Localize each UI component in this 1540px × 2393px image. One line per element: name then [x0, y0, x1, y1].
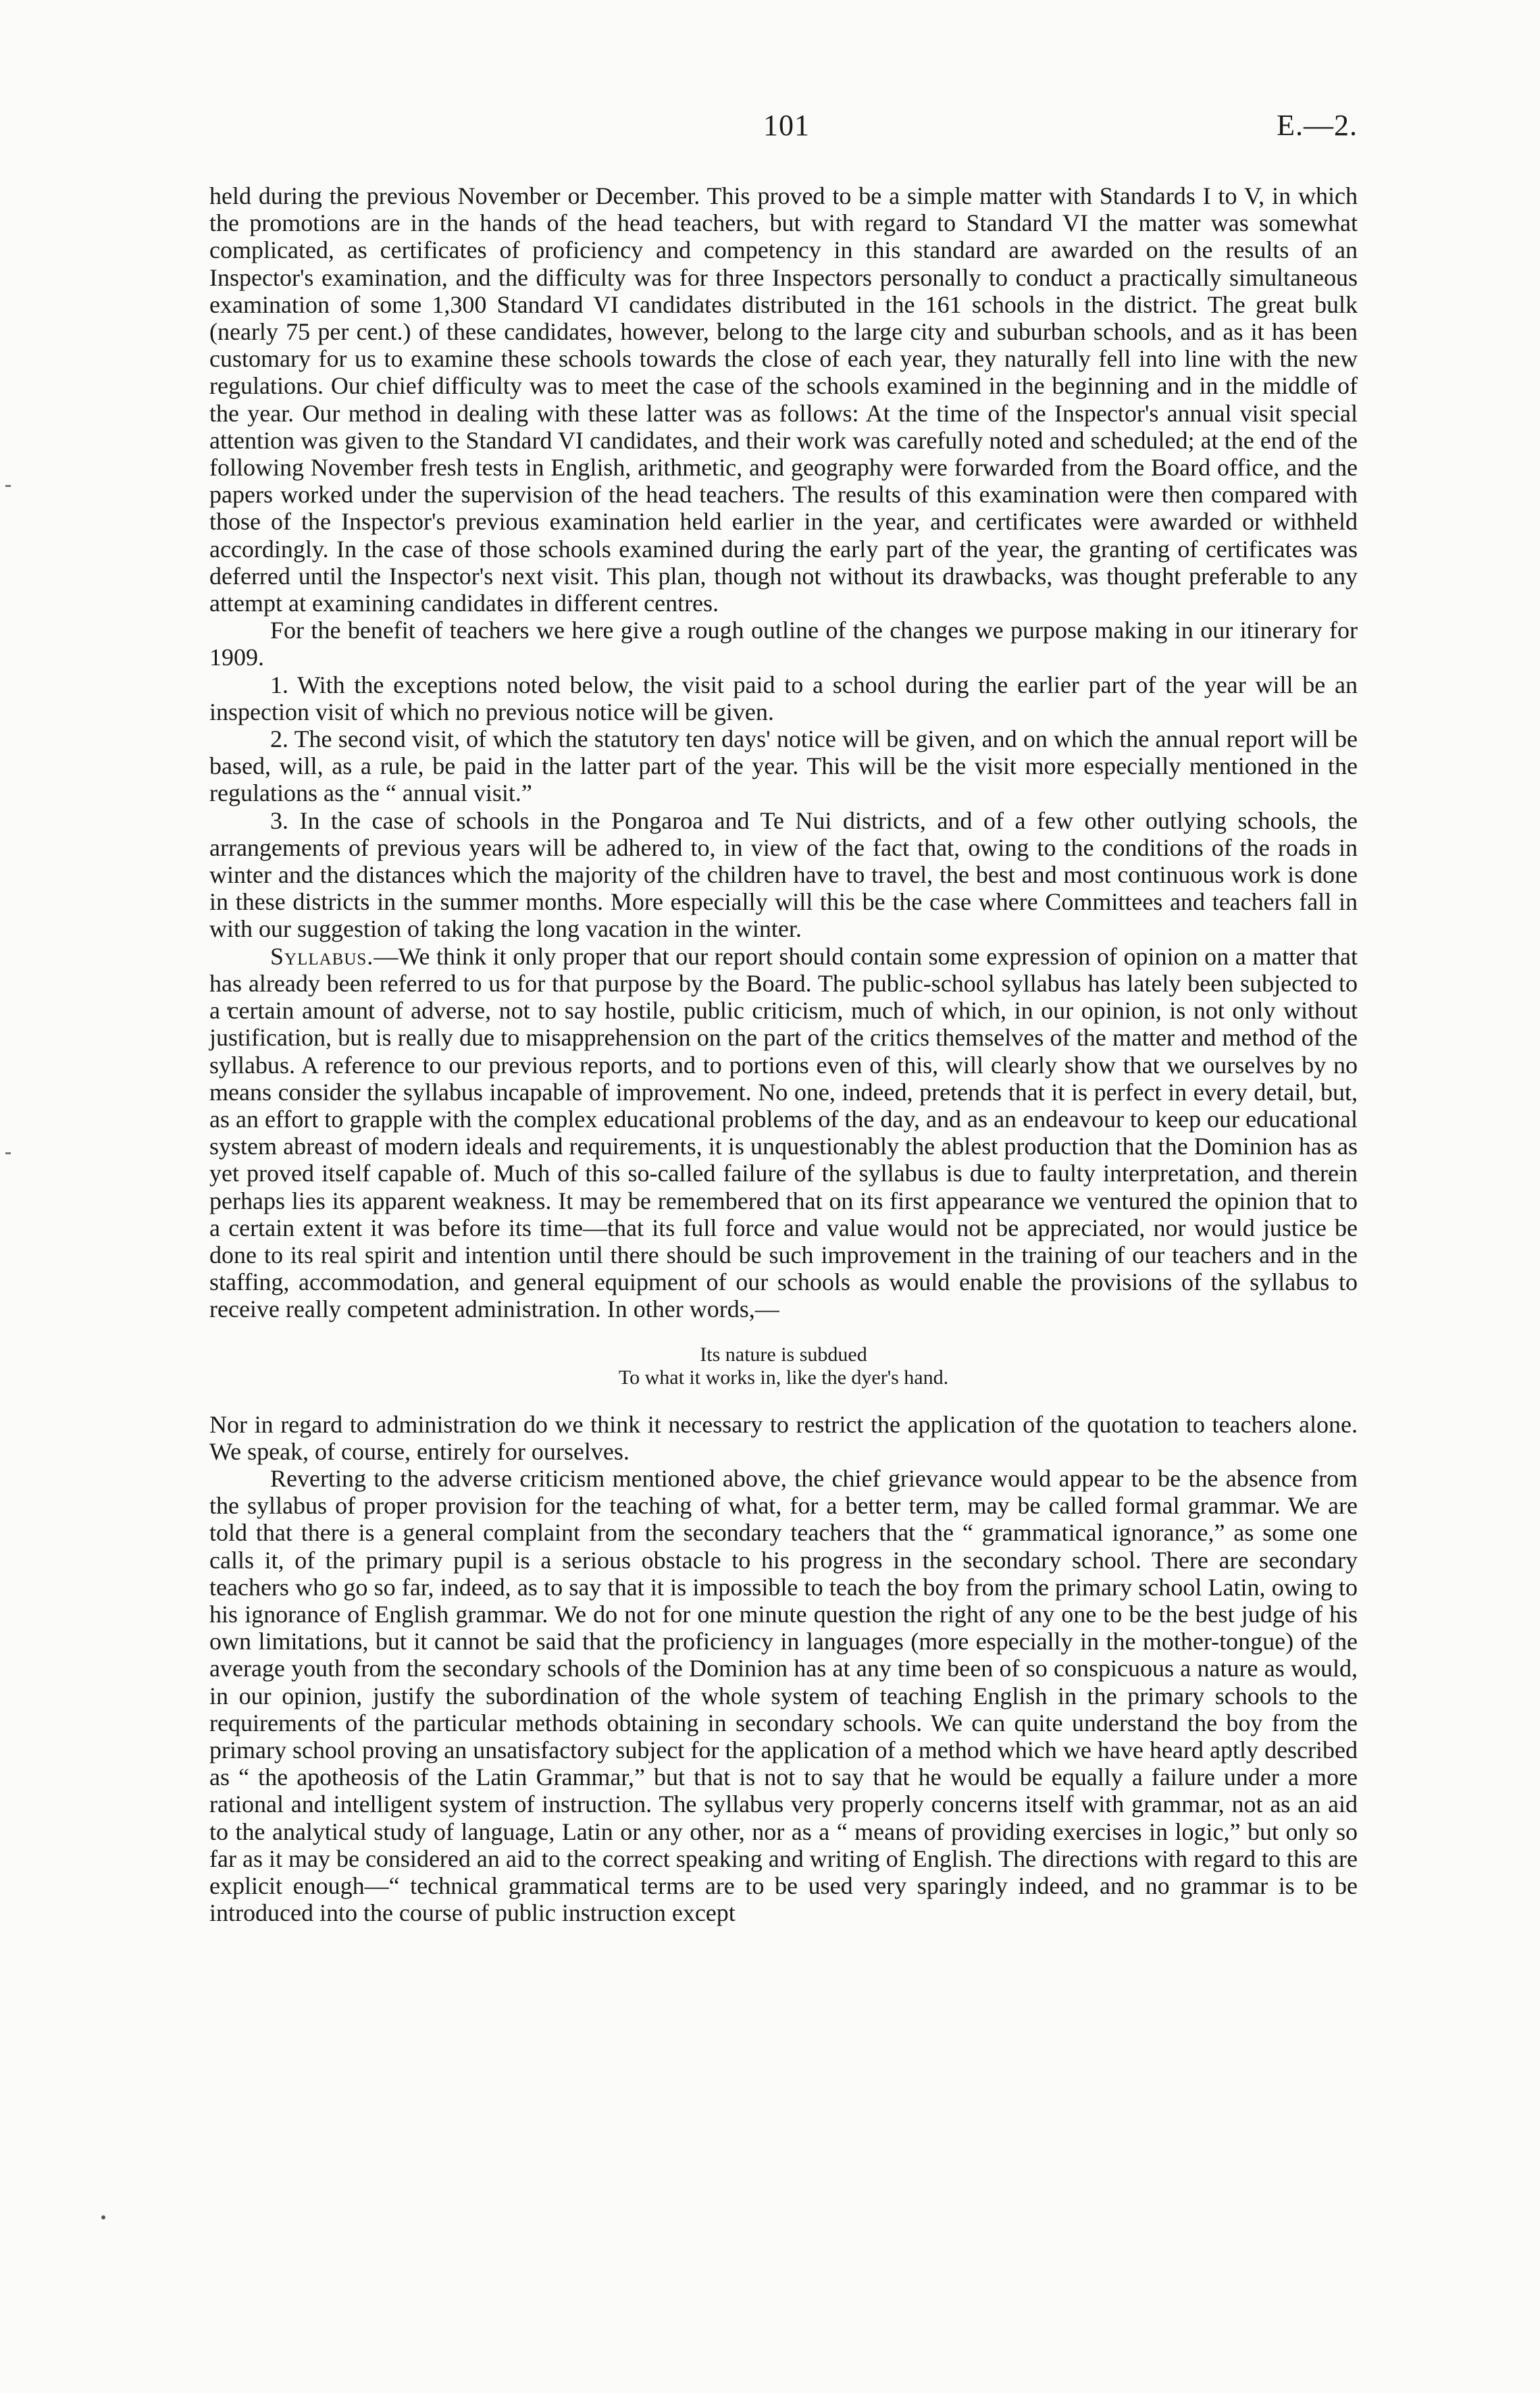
paragraph-grammar: Reverting to the adverse criticism mentioned above, the chief grievance would appear to be the absence from the syllabus of proper provision for the teaching of what, for a better term, may be called formal grammar. We are told that there is a general complaint from the secondary teachers that the “ grammatical ignorance,” as some one calls it, of the primary pupil is a serious obstacle to his progress in the secondary school. There are secondary teachers who go so far, indeed, as to say that it is impossible to teach the boy from the primary school Latin, owing to his ignorance of English grammar. We do not for one minute question the right of any one to be the best judge of his own limitations, but it cannot be said that the proficiency in languages (more especially in the mother-tongue) of the average youth from the secondary schools of the Dominion has at any time been of so conspicuous a nature as would, in our opinion, justify the subordination of the whole system of teaching English in the primary schools to the requirements of the particular methods obtaining in secondary schools. We can quite understand the boy from the primary school proving an unsatisfactory subject for the application of a method which we have heard aptly described as “ the apotheosis of the Latin Grammar,” but that is not to say that he would be equally a failure under a more rational and intelligent system of instruction. The syllabus very properly concerns itself with grammar, not as an aid to the analytical study of language, Latin or any other, nor as a “ means of providing exercises in logic,” but only so far as it may be considered an aid to the correct speaking and writing of English. The directions with regard to this are explicit enough—“ technical grammatical terms are to be used very sparingly indeed, and no grammar is to be introduced into the course of public instruction except — [209, 1464, 1358, 1927]
paragraph-item-1: 1. With the exceptions noted below, the visit paid to a school during the earlier part of the year will be an inspection visit of which no previous notice will be given. — [209, 671, 1358, 725]
block-quote — [209, 1343, 1358, 1389]
paragraph-item-3: 3. In the case of schools in the Pongaroa and Te Nui districts, and of a few other outlying schools, the arrangements of previous years will be adhered to, in view of the fact that, owing to the conditions of the roads in winter and the distances which the majority of the children have to travel, the best and most continuous work is done in these districts in the summer months. More especially will this be the case where Committees and teachers fall in with our suggestion of taking the long vacation in the winter. — [209, 806, 1358, 943]
paragraph-itinerary-intro: For the benefit of teachers we here give a rough outline of the changes we purpose making in our itinerary for 1909. — [209, 617, 1358, 671]
paragraph-administration: Nor in regard to administration do we think it necessary to restrict the application of the quotation to teachers alone. We speak, of course, entirely for ourselves. — [209, 1410, 1358, 1465]
page-number: 101 — [763, 109, 810, 142]
quote-line: To what it works in, like the dyer's hand. — [618, 1366, 949, 1389]
paragraph-syllabus — [209, 943, 1358, 1323]
page-header — [209, 108, 1358, 149]
paragraph-item-2: 2. The second visit, of which the statutory ten days' notice will be given, and on which the annual report will be based, will, as a rule, be paid in the latter part of the year. This will be the visit more especially mentioned in the regulations as the “ annual visit.” — [209, 725, 1358, 807]
margin-dot — [101, 2215, 105, 2219]
paragraph-syllabus-text: —We think it only proper that our report should contain some expression of opinion on a matter that has already been referred to us for that purpose by the Board. The public-school syllabus has lately been subjected to a certain amount of adverse, not to say hostile, public criticism, much of which, in our opinion, is not only without justification, but is really due to misapprehension on the part of the critics themselves of the matter and method of the syllabus. A reference to our previous reports, and to portions even of this, will clearly show that we ourselves by no means consider the syllabus incapable of improvement. No one, indeed, pretends that it is perfect in every detail, but, as an effort to grapple with the complex educational problems of the day, and as an endeavour to keep our educational system abreast of modern ideals and requirements, it is unquestionably the ablest production that the Dominion has as yet proved itself capable of. Much of this so-called failure of the syllabus is due to faulty interpretation, and therein perhaps lies its apparent weakness. It may be remembered that on its first appearance we ventured the opinion that to a certain extent it was before its time—that its full force and value would not be appreciated, nor would justice be done to its real spirit and intention until there should be such improvement in the training of our teachers and in the staffing, accommodation, and general equipment of our schools as would enable the provisions of the syllabus to receive really competent administration. In other words,— — [209, 942, 1358, 1323]
quote-line: Its nature is subdued — [700, 1343, 867, 1366]
margin-mark — [5, 485, 11, 487]
page-reference: E.—2. — [1277, 109, 1358, 142]
body-text — [209, 182, 1358, 1926]
section-heading-syllabus: Syllabus. — [270, 942, 374, 970]
margin-mark — [5, 1152, 11, 1154]
paragraph-continuation: held during the previous November or December. This proved to be a simple matter with Standards I to V, in which the promotions are in the hands of the head teachers, but with regard to Standard VI the matter was somewhat complicated, as certificates of proficiency and competency in this standard are awarded on the results of an Inspector's examination, and the difficulty was for three Inspectors personally to conduct a practically simultaneous examination of some 1,300 Standard VI candidates distributed in the 161 schools in the district. The great bulk (nearly 75 per cent.) of these candidates, however, belong to the large city and suburban schools, and as it has been customary for us to examine these schools towards the close of each year, they naturally fell into line with the new regulations. Our chief difficulty was to meet the case of the schools examined in the beginning and in the middle of the year. Our method in dealing with these latter was as follows: At the time of the Inspector's annual visit special attention was given to the Standard VI candidates, and their work was carefully noted and scheduled; at the end of the following November fresh tests in English, arithmetic, and geography were forwarded from the Board office, and the papers worked under the supervision of the head teachers. The results of this examination were then compared with those of the Inspector's previous examination held earlier in the year, and certificates were awarded or withheld accordingly. In the case of those schools examined during the early part of the year, the granting of certificates was deferred until the Inspector's next visit. This plan, though not without its drawbacks, was thought preferable to any attempt at examining candidates in different centres. — [209, 182, 1358, 617]
